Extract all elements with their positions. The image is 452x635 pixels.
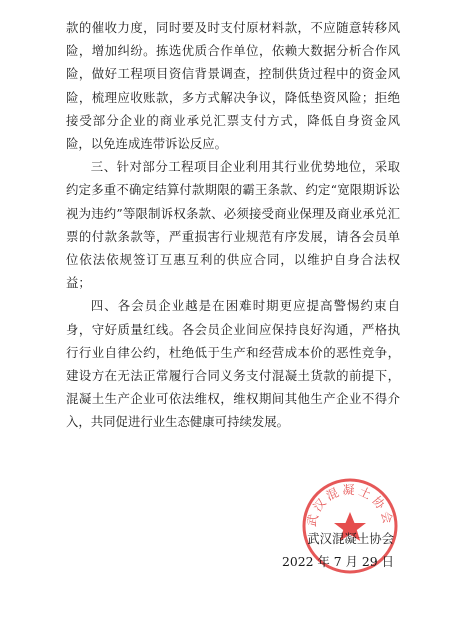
- signature-date: 2022 年 7 月 29 日: [281, 554, 394, 570]
- paragraph-item-3: 三、针对部分工程项目企业利用其行业优势地位，采取约定多重不确定结算付款期限的霸王条款、约定“宽限期诉讼视为违约”等限制诉权条款、必须接受商业保理及商业承兑汇票的付款条款等，严重损害行业规范有序发展，请各会员单位依法依规签订互惠互利的供应合同，以维护自身合法权益；: [66, 159, 400, 291]
- document-body: [66, 16, 400, 434]
- paragraph-continuation: 款的催收力度，同时要及时支付原材料款，不应随意转移风险，增加纠纷。拣选优质合作单位，依赖大数据分析合作风险，做好工程项目资信背景调查，控制供货过程中的资金风险，梳理应收账款，多方式解决争议，降低垫资风险；拒绝接受部分企业的商业承兑汇票支付方式，降低自身资金风险，以免连成连带诉讼反应。: [66, 20, 400, 152]
- signature-organization: 武汉混凝土协会: [307, 531, 394, 546]
- paragraph-item-4: 四、各会员企业越是在困难时期更应提高警惕约束自身，守好质量红线。各会员企业间应保持良好沟通，严格执行行业自律公约，杜绝低于生产和经营成本价的恶性竞争，建设方在无法正常履行合同义务支付混凝土货款的前提下，混凝土生产企业可依法维权，维权期间其他生产企业不得介入，共同促进行业生态健康可持续发展。: [66, 298, 400, 430]
- svg-text:武汉混凝土协会: 武汉混凝土协会: [304, 483, 396, 528]
- signature-block: [282, 527, 394, 573]
